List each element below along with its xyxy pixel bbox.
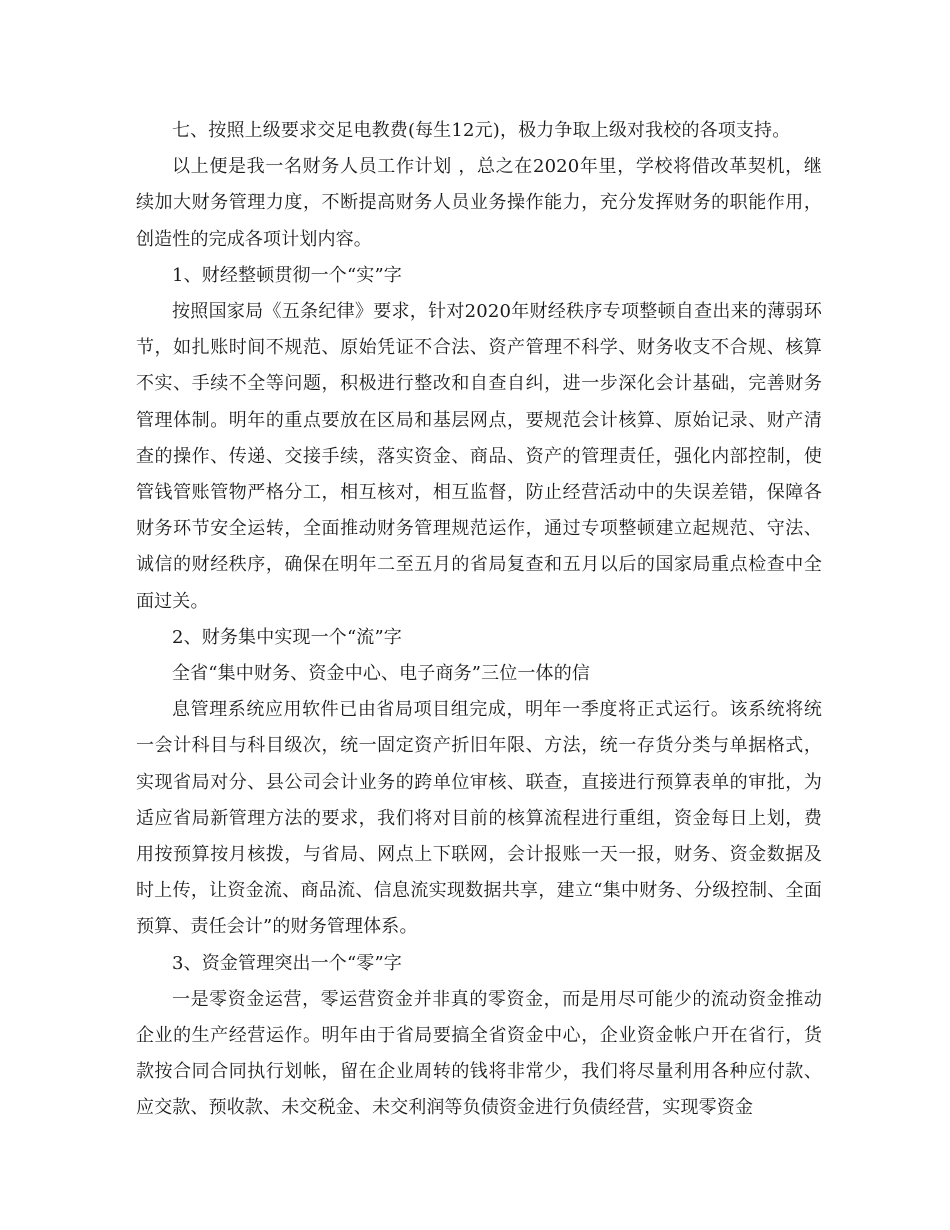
paragraph-section-2-lead: 全省“集中财务、资金中心、电子商务”三位一体的信 xyxy=(172,663,591,685)
paragraph-section-3: 一是零资金运营，零运营资金并非真的零资金，而是用尽可能少的流动资金推动企业的生产经营运作。明年由于省局要搞全省资金中心，企业资金帐户开在省行，货款按合同合同执行划帐，留在企业周转的钱将非常少，我们将尽量利用各种应付款、应交款、预收款、未交税金、未交利润等负债资金进行负债经营，实现零资金 xyxy=(136,988,822,1119)
paragraph-item-7: 七、按照上级要求交足电教费(每生12元)，极力争取上级对我校的各项支持。 xyxy=(172,120,791,141)
paragraph-summary: 以上便是我一名财务人员工作计划 ，总之在2020年里，学校将借改革契机，继续加大财务管理力度，不断提高财务人员业务操作能力，充分发挥财务的职能作用，创造性的完成各项计划内容。 xyxy=(136,156,822,250)
paragraph-section-2: 息管理系统应用软件已由省局项目组完成，明年一季度将正式运行。该系统将统一会计科目与科目级次，统一固定资产折旧年限、方法，统一存货分类与单据格式，实现省局对分、县公司会计业务的跨单位审核、联查，直接进行预算表单的审批，为适应省局新管理方法的要求，我们将对目前的核算流程进行重组，资金每日上划，费用按预算按月核拨，与省局、网点上下联网，会计报账一天一报，财务、资金数据及时上传，让资金流、商品流、信息流实现数据共享，建立“集中财务、分级控制、全面预算、责任会计”的财务管理体系。 xyxy=(136,699,822,938)
section-heading-2: 2、财务集中实现一个“流”字 xyxy=(172,626,402,648)
document-body xyxy=(136,113,822,1127)
paragraph-section-1: 按照国家局《五条纪律》要求，针对2020年财经秩序专项整顿自查出来的薄弱环节，如扎账时间不规范、原始凭证不合法、资产管理不科学、财务收支不合规、核算不实、手续不全等问题，积极进行整改和自查自纠，进一步深化会计基础，完善财务管理体制。明年的重点要放在区局和基层网点，要规范会计核算、原始记录、财产清查的操作、传递、交接手续，落实资金、商品、资产的管理责任，强化内部控制，使管钱管账管物严格分工，相互核对，相互监督，防止经营活动中的失误差错，保障各财务环节安全运转，全面推动财务管理规范运作，通过专项整顿建立起规范、守法、诚信的财经秩序，确保在明年二至五月的省局复查和五月以后的国家局重点检查中全面过关。 xyxy=(136,301,822,612)
section-heading-3: 3、资金管理突出一个“零”字 xyxy=(172,952,402,974)
section-heading-1: 1、财经整顿贯彻一个“实”字 xyxy=(172,264,402,286)
